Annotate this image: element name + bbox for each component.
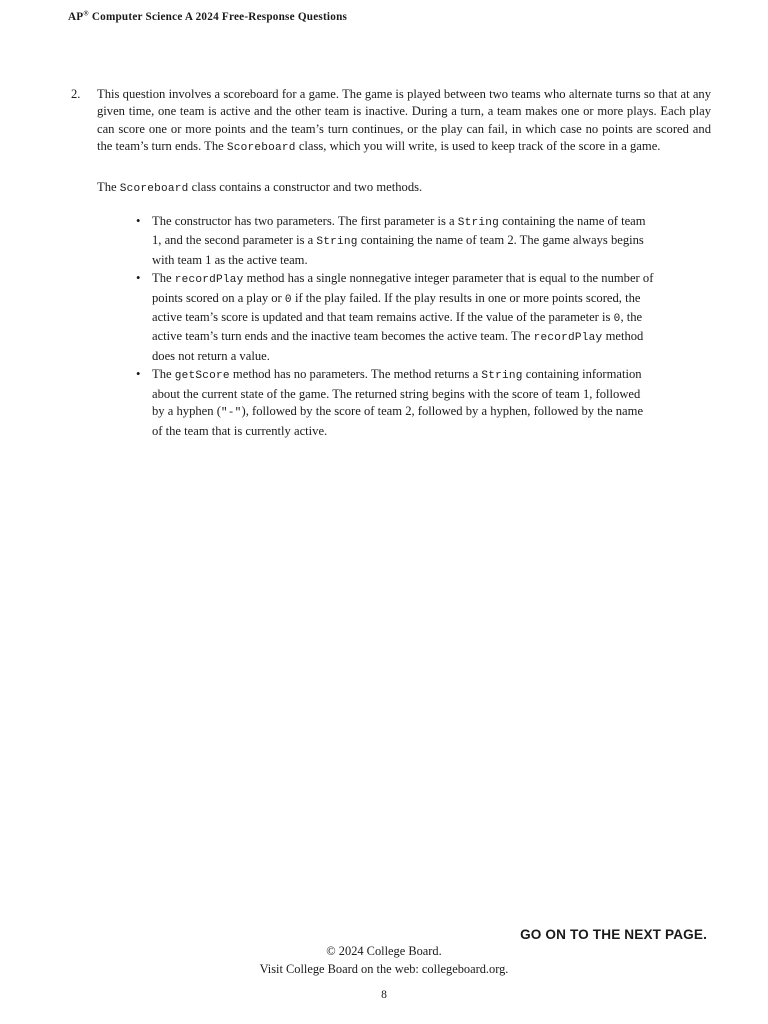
class-contains-paragraph [97, 179, 711, 198]
contains-text-part-2: class contains a constructor and two methods. [188, 179, 423, 194]
inline-code: String [481, 370, 523, 383]
copyright-line-2: Visit College Board on the web: collegeboard.org. [259, 961, 509, 976]
running-header [68, 11, 347, 23]
inline-text: The [152, 367, 175, 382]
inline-code: getScore [174, 370, 230, 383]
inline-text: method does not return a value. [152, 329, 644, 363]
bullet-icon: • [136, 271, 141, 286]
intro-text-part-2: class, which you will write, is used to keep track of the score in a game. [295, 139, 661, 154]
code-scoreboard: Scoreboard [226, 142, 296, 155]
question-intro-paragraph [97, 86, 711, 158]
inline-text: method has no parameters. The method returns a [229, 367, 482, 382]
paragraph-spacer [97, 158, 711, 179]
method-description-list [136, 213, 656, 440]
header-ap-prefix: AP [68, 11, 84, 23]
bullet-icon: • [136, 214, 141, 229]
inline-code: 0 [284, 293, 292, 306]
inline-code: recordPlay [533, 332, 603, 345]
page-number: 8 [381, 988, 387, 1001]
list-item-text [152, 214, 646, 267]
question-body [97, 86, 711, 441]
inline-code: "-" [220, 407, 242, 420]
question-number: 2. [71, 87, 81, 101]
inline-text: method has a single nonnegative integer parameter that is equal to the number of points scored on a play or [152, 271, 654, 305]
registered-trademark-icon: ® [83, 9, 89, 18]
go-on-to-next-page-notice: GO ON TO THE NEXT PAGE. [520, 927, 707, 942]
list-item [136, 270, 656, 365]
list-item-text [152, 271, 653, 363]
inline-code: 0 [613, 313, 621, 326]
list-spacer [97, 198, 711, 213]
list-item [136, 366, 656, 440]
list-item [136, 213, 656, 269]
list-item-text [152, 367, 643, 437]
copyright-block [0, 943, 768, 978]
inline-code: String [457, 217, 500, 230]
inline-code: String [316, 236, 358, 249]
inline-text: The constructor has two parameters. The first parameter is a [152, 214, 458, 229]
inline-text: The [152, 271, 175, 286]
inline-text: containing information about the current state of the game. The returned string begins with the score of team 1, followed by a hyphen ( [152, 367, 642, 419]
inline-text: containing the name of team 1, and the second parameter is a [152, 214, 646, 248]
inline-text: if the play failed. If the play results in one or more points scored, the active team’s score is updated and that team remains active. If the value of the parameter is [152, 290, 641, 325]
copyright-line-1: © 2024 College Board. [326, 944, 442, 958]
inline-text: , the active team’s turn ends and the inactive team becomes the active team. The [152, 310, 643, 344]
contains-text-part-1: The [97, 179, 120, 194]
code-scoreboard-2: Scoreboard [119, 182, 189, 195]
intro-text-part-1: This question involves a scoreboard for a game. The game is played between two teams who alternate turns so that at any given time, one team is active and the other team is inactive. During a turn, a team makes one or more plays. Each play can score one or more points and the team’s turn continues, or the play can fail, in which case no points are scored and the team’s turn ends. The [97, 87, 711, 154]
question-row [71, 86, 711, 441]
inline-text: ), followed by the score of team 2, followed by a hyphen, followed by the name of the team that is currently active. [152, 404, 644, 438]
header-title: Computer Science A 2024 Free-Response Questions [88, 11, 348, 23]
inline-code: recordPlay [174, 274, 244, 287]
inline-text: containing the name of team 2. The game always begins with team 1 as the active team. [152, 233, 644, 267]
bullet-icon: • [136, 367, 141, 382]
question-block [71, 86, 711, 441]
